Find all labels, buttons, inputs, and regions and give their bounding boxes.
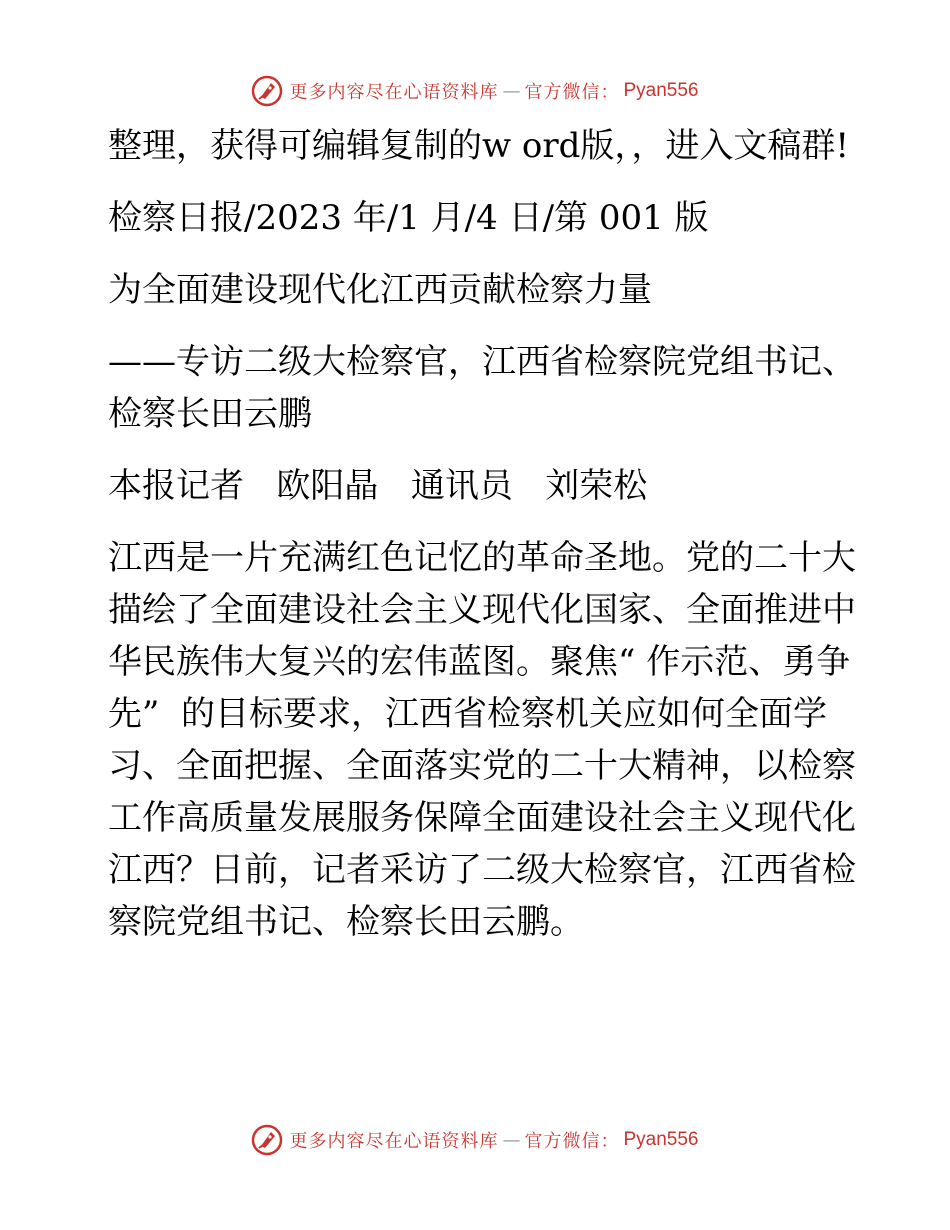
watermark-text: 更多内容尽在心语资料库 — [289, 82, 499, 103]
watermark-header — [0, 71, 950, 111]
subheadline: ——专访二级大检察官，江西省检察院党组书记、检察长田云鹏 — [108, 342, 856, 434]
watermark-footer — [0, 1120, 950, 1160]
source-line: 检察日报/2023 年/1 月/4 日/第 001 版 — [108, 198, 709, 238]
watermark-label: 官方微信： — [524, 82, 620, 103]
pen-nib-logo-icon — [251, 75, 283, 107]
watermark-account: Pyan556 — [623, 1129, 699, 1150]
pen-nib-logo-icon — [251, 1124, 283, 1156]
byline: 本报记者 欧阳晶 通讯员 刘荣松 — [108, 466, 648, 506]
watermark-separator: — — [502, 80, 521, 102]
watermark-label: 官方微信： — [524, 1131, 620, 1152]
body-paragraph: 江西是一片充满红色记忆的革命圣地。党的二十大描绘了全面建设社会主义现代化国家、全面推进中华民族伟大复兴的宏伟蓝图。聚焦“ 作示范、勇争先” 的目标要求，江西省检察机关应如何全面学习、全面把握、全面落实党的二十大精神，以检察工作高质量发展服务保障全面建设社会主义现代化江西？日前，记者采访了二级大检察官，江西省检察院党组书记、检察长田云鹏。 — [108, 538, 856, 942]
watermark-separator: — — [502, 1129, 521, 1151]
headline: 为全面建设现代化江西贡献检察力量 — [108, 270, 652, 310]
watermark-text: 更多内容尽在心语资料库 — [289, 1131, 499, 1152]
watermark-account: Pyan556 — [623, 80, 699, 101]
document-body — [98, 120, 858, 948]
intro-line: 整理，获得可编辑复制的w ord版，，进入文稿群! — [108, 126, 850, 166]
